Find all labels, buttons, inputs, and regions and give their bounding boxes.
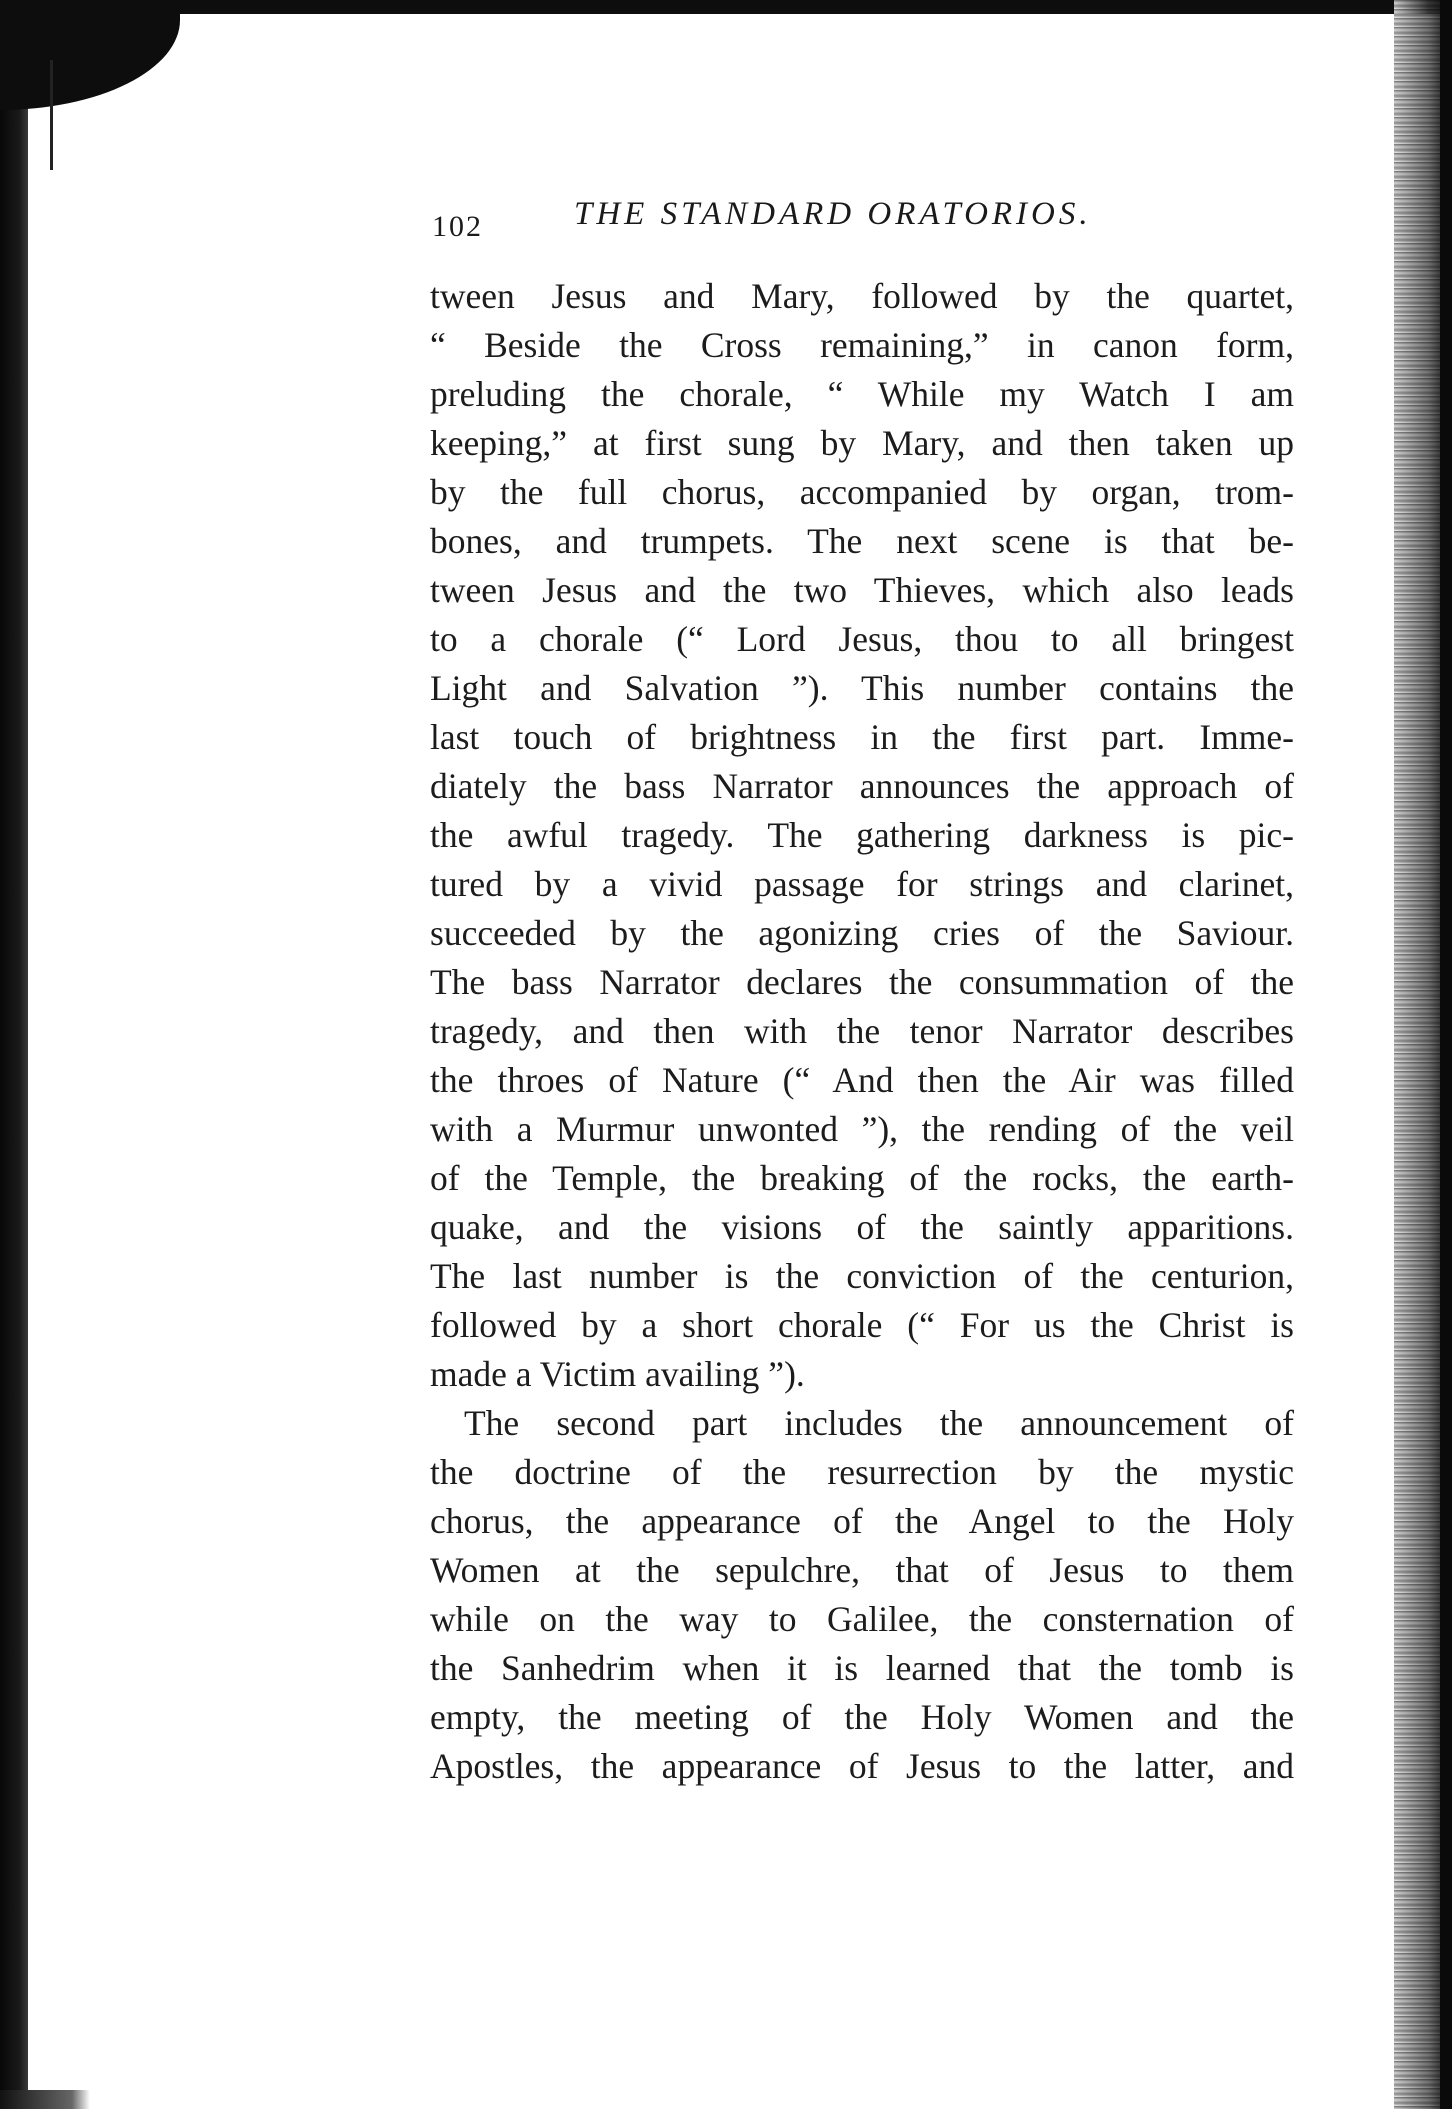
paragraph-2 — [430, 1399, 1294, 1791]
text-line: with a Murmur unwonted ”), the rending of the veil — [430, 1109, 1294, 1149]
text-line: tragedy, and then with the tenor Narrator describes — [430, 1011, 1294, 1051]
scan-smudge — [0, 2090, 90, 2109]
text-line: tured by a vivid passage for strings and clarinet, — [430, 864, 1294, 904]
text-line: last touch of brightness in the first part. Imme- — [430, 717, 1294, 757]
page-number: 102 — [432, 210, 483, 243]
running-header — [432, 196, 1298, 246]
text-line: Women at the sepulchre, that of Jesus to them — [430, 1550, 1294, 1590]
text-line: The bass Narrator declares the consummation of the — [430, 962, 1294, 1002]
scan-border-top — [0, 0, 1452, 14]
text-line: chorus, the appearance of the Angel to the Holy — [430, 1501, 1294, 1541]
text-line: quake, and the visions of the saintly apparitions. — [430, 1207, 1294, 1247]
text-line: bones, and trumpets. The next scene is that be- — [430, 521, 1294, 561]
body-text — [430, 272, 1294, 1791]
page-corner-curl — [0, 0, 180, 110]
text-line: of the Temple, the breaking of the rocks, the earth- — [430, 1158, 1294, 1198]
text-line: tween Jesus and the two Thieves, which also leads — [430, 570, 1294, 610]
text-line: succeeded by the agonizing cries of the Saviour. — [430, 913, 1294, 953]
text-line: by the full chorus, accompanied by organ, trom- — [430, 472, 1294, 512]
text-line: Light and Salvation ”). This number contains the — [430, 668, 1294, 708]
text-line: the throes of Nature (“ And then the Air was filled — [430, 1060, 1294, 1100]
running-title: THE STANDARD ORATORIOS. — [574, 196, 1092, 232]
text-line: to a chorale (“ Lord Jesus, thou to all bringest — [430, 619, 1294, 659]
text-line: Apostles, the appearance of Jesus to the latter, and — [430, 1746, 1294, 1786]
text-line: made a Victim availing ”). — [430, 1354, 805, 1394]
text-line: while on the way to Galilee, the consternation of — [430, 1599, 1294, 1639]
text-line: the Sanhedrim when it is learned that the tomb is — [430, 1648, 1294, 1688]
text-line: empty, the meeting of the Holy Women and the — [430, 1697, 1294, 1737]
text-line: “ Beside the Cross remaining,” in canon form, — [430, 325, 1294, 365]
text-line: keeping,” at first sung by Mary, and then taken up — [430, 423, 1294, 463]
paragraph-1 — [430, 272, 1294, 1399]
text-line: diately the bass Narrator announces the approach of — [430, 766, 1294, 806]
text-line: the awful tragedy. The gathering darkness is pic- — [430, 815, 1294, 855]
text-line: The second part includes the announcement of — [464, 1403, 1294, 1443]
text-line: the doctrine of the resurrection by the mystic — [430, 1452, 1294, 1492]
binding-mark — [50, 60, 53, 170]
text-line: The last number is the conviction of the centurion, — [430, 1256, 1294, 1296]
text-line: followed by a short chorale (“ For us the Christ is — [430, 1305, 1294, 1345]
scan-border-right — [1440, 0, 1452, 2109]
text-line: preluding the chorale, “ While my Watch I am — [430, 374, 1294, 414]
text-line: tween Jesus and Mary, followed by the quartet, — [430, 276, 1294, 316]
scan-border-left — [0, 0, 28, 2109]
